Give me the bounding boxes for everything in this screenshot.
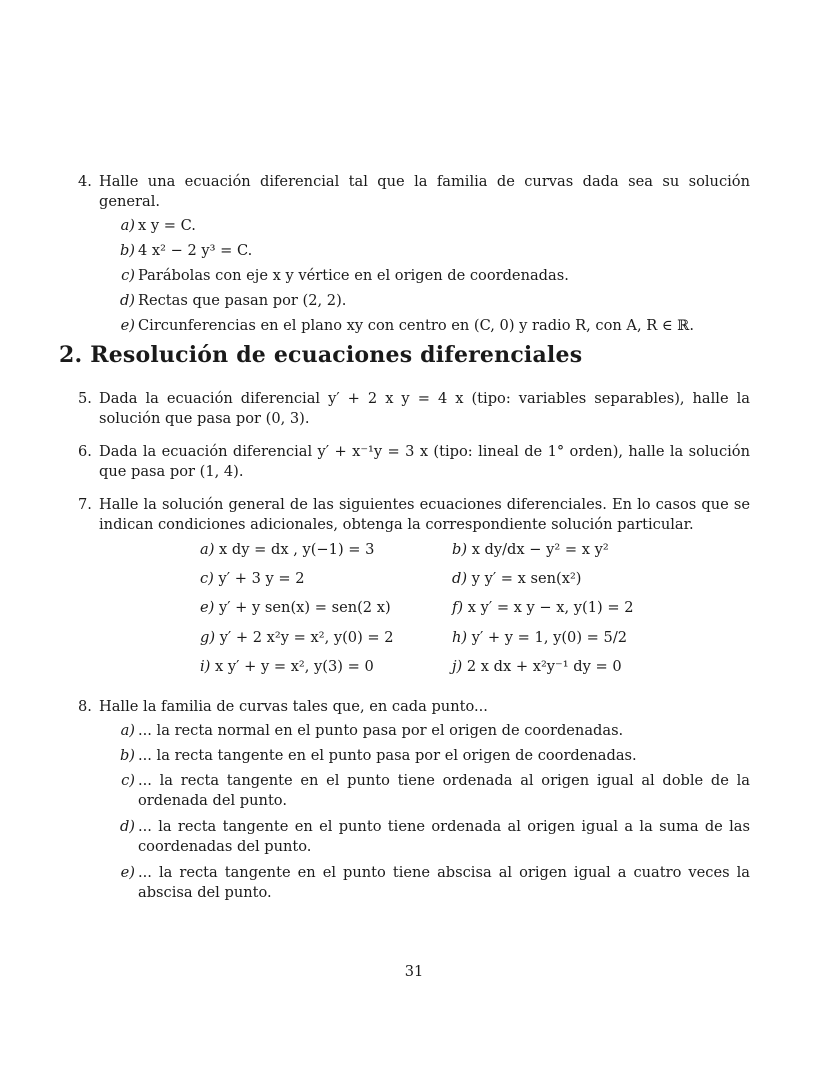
equation-item: a) x dy = dx , y(−1) = 3	[200, 541, 375, 558]
list-item: e) ... la recta tangente en el punto tiene abscisa al origen igual a cuatro veces la abscisa del punto.	[120, 864, 750, 901]
problem-statement: Halle la familia de curvas tales que, en cada punto...	[99, 698, 488, 715]
list-item: c) ... la recta tangente en el punto tiene ordenada al origen igual al doble de la ordenada del punto.	[121, 772, 750, 809]
problem-statement: Dada la ecuación diferencial y′ + x⁻¹y = 3 x (tipo: lineal de 1° orden), halle la solución que pasa por (1, 4).	[99, 443, 750, 480]
list-item: e) Circunferencias en el plano xy con centro en (C, 0) y radio R, con A, R ∈ ℝ.	[120, 317, 695, 334]
list-item: a) x y = C.	[120, 217, 196, 234]
section-heading: 2. Resolución de ecuaciones diferenciales	[59, 342, 583, 368]
problem-number: 4.	[78, 173, 92, 190]
list-item: b) 4 x² − 2 y³ = C.	[119, 242, 253, 259]
list-item: d) Rectas que pasan por (2, 2).	[119, 292, 347, 309]
equation-item: d) y y′ = x sen(x²)	[452, 570, 582, 587]
problem-7	[78, 495, 750, 535]
list-item: b) ... la recta tangente en el punto pasa por el origen de coordenadas.	[119, 747, 637, 764]
equation-item: b) x dy/dx − y² = x y²	[452, 541, 609, 558]
problem-statement: Halle la solución general de las siguientes ecuaciones diferenciales. En lo casos que se indican condiciones adicionales, obtenga la correspondiente solución particular.	[99, 496, 750, 533]
equation-item: f) x y′ = x y − x, y(1) = 2	[452, 599, 634, 616]
problem-number: 8.	[78, 698, 92, 715]
equation-item: e) y′ + y sen(x) = sen(2 x)	[200, 599, 391, 616]
problem-5	[78, 389, 750, 429]
problem-4	[78, 172, 750, 336]
problem-statement: Dada la ecuación diferencial y′ + 2 x y = 4 x (tipo: variables separables), halle la solución que pasa por (0, 3).	[99, 390, 750, 427]
problem-8	[78, 697, 750, 903]
problem-6	[78, 442, 750, 482]
page-number: 31	[404, 963, 424, 980]
list-item: a) ... la recta normal en el punto pasa por el origen de coordenadas.	[120, 722, 624, 739]
equation-item: h) y′ + y = 1, y(0) = 5/2	[452, 629, 628, 646]
problem-number: 5.	[78, 390, 92, 407]
equation-item: g) y′ + 2 x²y = x², y(0) = 2	[200, 629, 394, 646]
list-item: c) Parábolas con eje x y vértice en el origen de coordenadas.	[121, 267, 569, 284]
problem-statement: Halle una ecuación diferencial tal que la familia de curvas dada sea su solución general.	[99, 173, 750, 210]
equation-item: j) 2 x dx + x²y⁻¹ dy = 0	[452, 658, 622, 675]
problem-number: 7.	[78, 496, 92, 513]
problem-number: 6.	[78, 443, 92, 460]
list-item: d) ... la recta tangente en el punto tiene ordenada al origen igual a la suma de las coordenadas del punto.	[119, 818, 750, 855]
equation-item: c) y′ + 3 y = 2	[200, 570, 305, 587]
equation-item: i) x y′ + y = x², y(3) = 0	[200, 658, 374, 675]
